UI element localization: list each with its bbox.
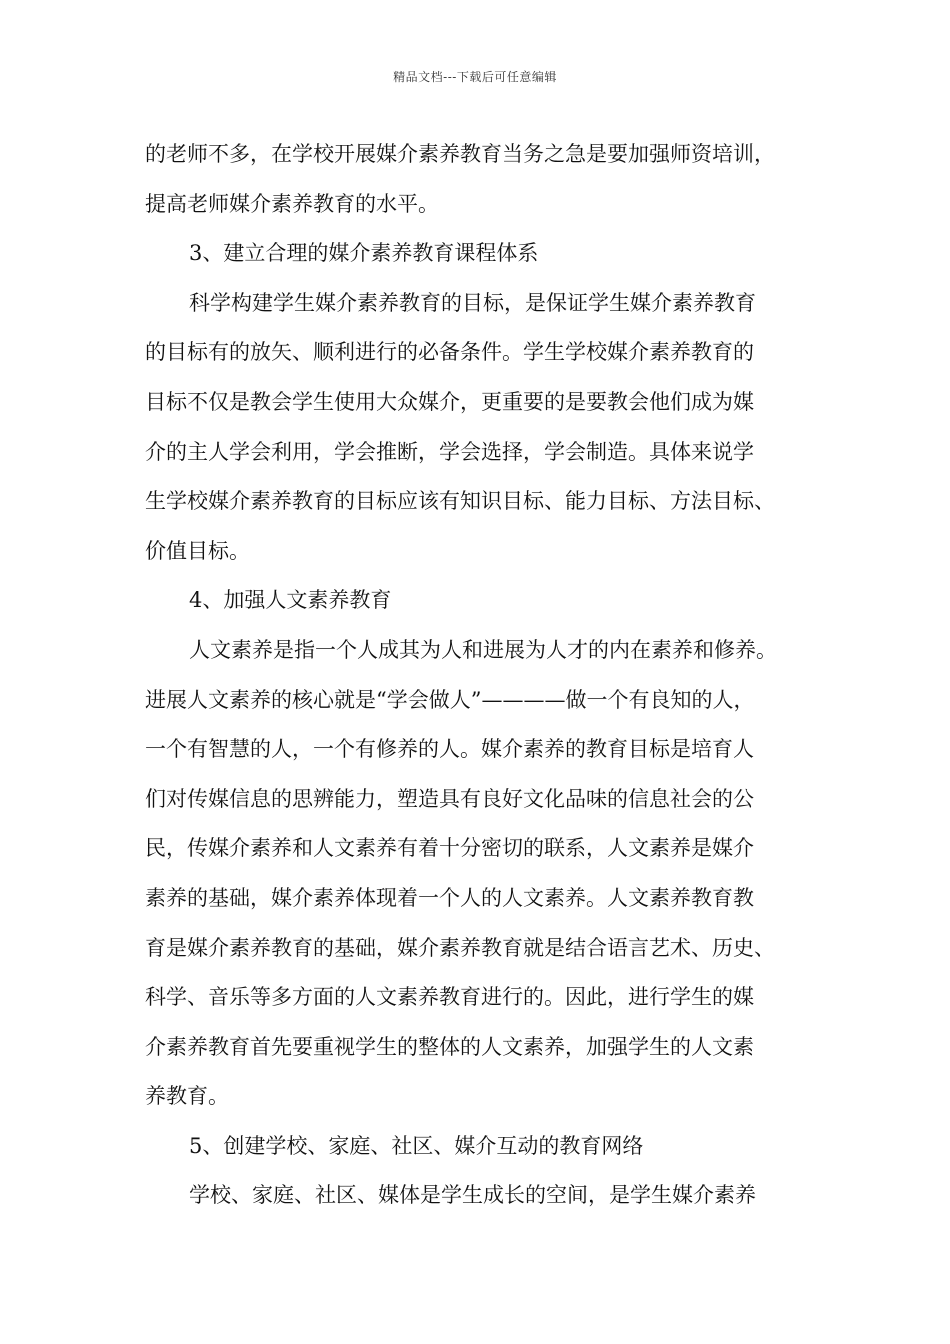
text-line: 生学校媒介素养教育的目标应该有知识目标、能力目标、方法目标、	[145, 489, 775, 514]
text-line: 学校、家庭、社区、媒体是学生成长的空间，是学生媒介素养	[189, 1183, 756, 1208]
text-line: 民，传媒介素养和人文素养有着十分密切的联系，人文素养是媒介	[145, 836, 754, 861]
text-line: 5、创建学校、家庭、社区、媒介互动的教育网络	[189, 1133, 644, 1158]
text-line: 科学构建学生媒介素养教育的目标，是保证学生媒介素养教育	[189, 290, 756, 315]
text-line: 的老师不多，在学校开展媒介素养教育当务之急是要加强师资培训，	[145, 142, 775, 166]
text-line: 素养的基础，媒介素养体现着一个人的人文素养。人文素养教育教	[145, 885, 754, 910]
text-line: 的目标有的放矢、顺利进行的必备条件。学生学校媒介素养教育的	[145, 340, 754, 365]
text-line: 提高老师媒介素养教育的水平。	[145, 191, 439, 216]
text-line: 人文素养是指一个人成其为人和进展为人才的内在素养和修养。	[189, 637, 777, 662]
text-line: 介素养教育首先要重视学生的整体的人文素养，加强学生的人文素	[145, 1034, 754, 1059]
text-line: 育是媒介素养教育的基础，媒介素养教育就是结合语言艺术、历史、	[145, 935, 775, 960]
text-line: 进展人文素养的核心就是“学会做人”————做一个有良知的人，	[145, 687, 755, 712]
text-line: 介的主人学会利用，学会推断，学会选择，学会制造。具体来说学	[145, 439, 754, 464]
text-line: 价值目标。	[145, 538, 250, 563]
text-line: 们对传媒信息的思辨能力，塑造具有良好文化品味的信息社会的公	[145, 786, 754, 811]
page-header: 精品文档---下载后可任意编辑	[393, 70, 557, 84]
text-line: 养教育。	[145, 1084, 229, 1109]
text-line: 4、加强人文素养教育	[189, 588, 392, 613]
text-line: 目标不仅是教会学生使用大众媒介，更重要的是要教会他们成为媒	[145, 389, 754, 414]
document-body	[145, 130, 825, 1221]
text-line: 3、建立合理的媒介素养教育课程体系	[189, 241, 539, 266]
text-line: 科学、音乐等多方面的人文素养教育进行的。因此，进行学生的媒	[145, 985, 754, 1010]
text-line: 一个有智慧的人，一个有修养的人。媒介素养的教育目标是培育人	[145, 737, 754, 762]
